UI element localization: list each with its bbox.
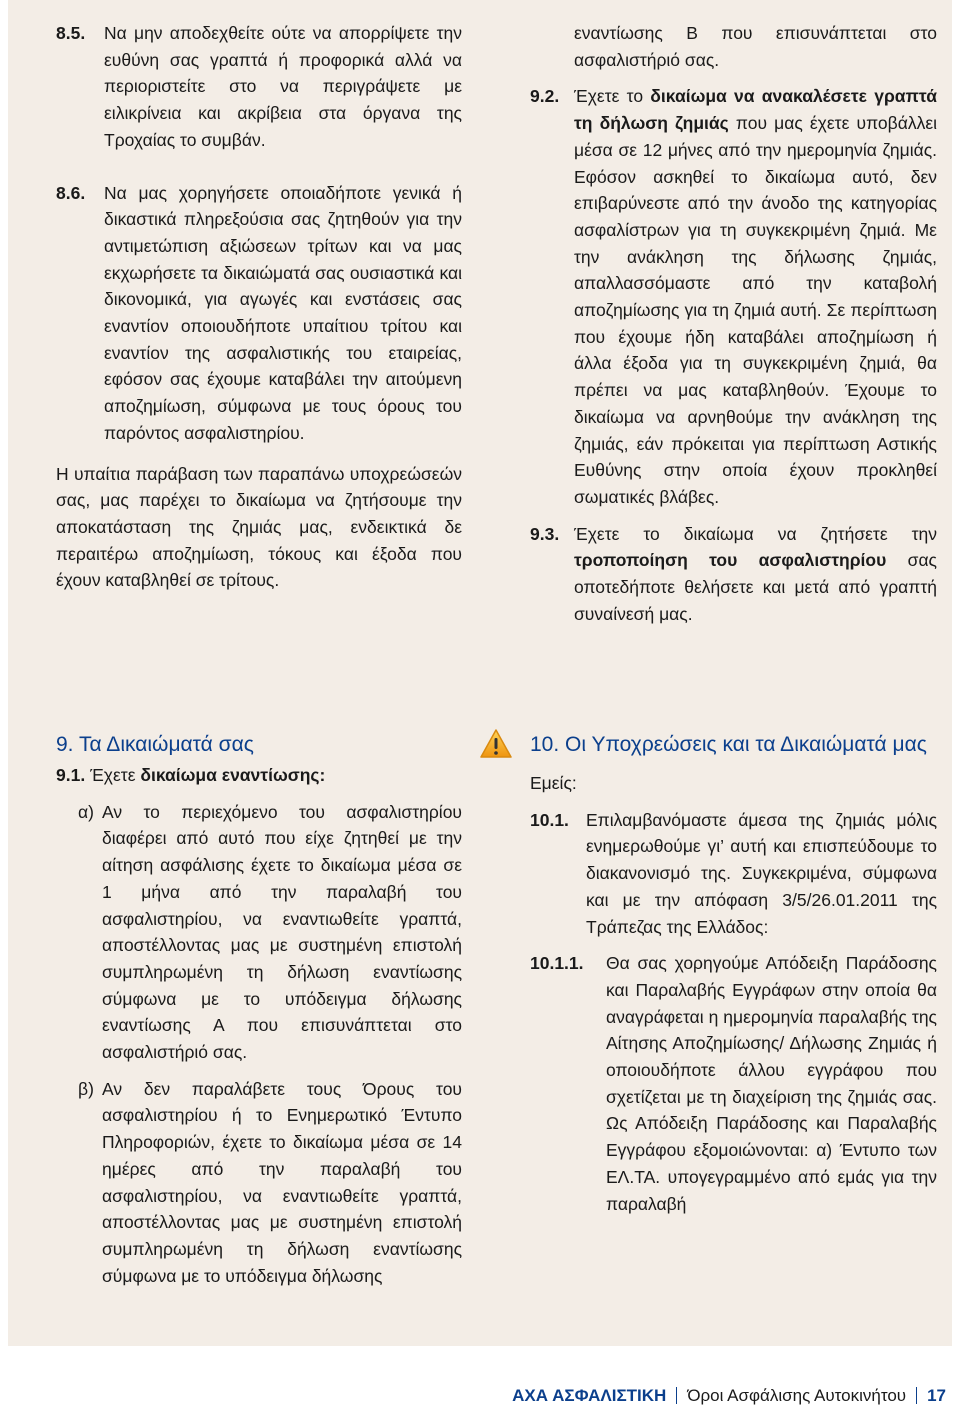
page-footer [512, 1386, 946, 1406]
clause-text: Έχετε το δικαίωμα να ζητήσετε την τροποποίηση του ασφαλιστηρίου σας οποτεδήποτε θελήσετε και μετά από γραπτή συναίνεσή μας. [574, 523, 937, 624]
footer-brand: ΑΧΑ ΑΣΦΑΛΙΣΤΙΚΗ [512, 1386, 667, 1405]
clause-text: Θα σας χορηγούμε Απόδειξη Παράδοσης και Παραλαβής Εγγράφων στην οποία θα αναγράφεται η ημερομηνία παραλαβής της Αίτησης Αποζημίωσης/ Δήλωσης Ζημιάς ή οποιουδήποτε άλλου εγγράφου που σχετίζεται με τη διαχείριση της ζημιάς σας. Ως Απόδειξη Παράδοσης και Παραλαβής Εγγράφου εξομοιώνονται: α) Έντυπο των ΕΛ.ΤΑ. υπογεγραμμένο από εμάς για την παραλαβή [606, 953, 937, 1214]
breach-paragraph: Η υπαίτια παράβαση των παραπάνω υποχρεώσεών σας, μας παρέχει το δικαίωμα να ζητήσουμε την αποκατάσταση της ζημιάς μας, ενδεικτικά δε περαιτέρω αποζημίωση, τόκους και έξοδα που έχουν καταβληθεί σε τρίτους. [56, 463, 462, 591]
item-label: β) [78, 1078, 94, 1099]
section-title: 9. Τα Δικαιώματά σας [56, 733, 254, 756]
clause-9-2 [530, 83, 937, 510]
footer-doc-title: Όροι Ασφάλισης Αυτοκινήτου [687, 1386, 907, 1405]
clause-8-6 [56, 180, 462, 447]
clause-10-1-1 [530, 950, 937, 1217]
item-text: Αν δεν παραλάβετε τους Όρους του ασφαλιστηρίου ή το Ενημερωτικό Έντυπο Πληροφοριών, έχετε το δικαίωμα μέσα σε 14 ημέρες από την παραλαβή του ασφαλιστηρίου, να εναντιωθείτε γραπτά, αποστέλλοντας μας με συστημένη επιστολή συμπληρωμένη τη δήλωση εναντίωσης σύμφωνα με το υπόδειγμα δήλωσης [102, 1078, 462, 1286]
clause-text: Έχετε το δικαίωμα να ανακαλέσετε γραπτά τη δήλωση ζημιάς που μας έχετε υποβάλλει μέσα σε 12 μήνες από την ημερομηνία ζημιάς. Εφόσον ασκηθεί το δικαίωμα αυτό, δεν επιβαρύνεστε από την άνοδο της κατηγορίας ασφαλίστρων για τη συγκεκριμένη ζημιά. Με την ανάκληση της δήλωσης ζημιάς, απαλλασσόμαστε από την καταβολή αποζημίωσης για τη ζημιά αυτή. Σε περίπτωση που έχουμε ήδη καταβάλει αποζημίωση ή άλλα έξοδα για τη συγκεκριμένη ζημιά, θα πρέπει να μας καταβληθούν. Έχουμε το δικαίωμα να αρνηθούμε την ανάκληση της ζημιάς, εάν πρόκειται για περίπτωση Αστικής Ευθύνης στην οποία έχουν προκληθεί σωματικές βλάβες. [574, 86, 938, 507]
item-text: Αν το περιεχόμενο του ασφαλιστηρίου διαφέρει από αυτό που είχε ζητηθεί με την αίτηση ασφάλισης έχετε το δικαίωμα μέσα σε 1 μήνα από την παραλαβή του ασφαλιστηρίου, να εναντιωθείτε γραπτά, αποστέλλοντας μας με συστημένη επιστολή συμπληρωμένη τη δήλωση εναντίωσης σύμφωνα με το υπόδειγμα δήλωσης εναντίωσης Α που επισυνάπτεται στο ασφαλιστήριό σας. [102, 801, 462, 1063]
clause-number: 8.5. [56, 23, 86, 43]
clause-9-3 [530, 521, 937, 628]
item-b [56, 1076, 462, 1290]
clause-8-5 [56, 20, 462, 154]
clause-number: 10.1. [530, 809, 569, 830]
bold-term: δικαίωμα να ανακαλέσετε γραπτά τη δήλωση ζημιάς [574, 86, 938, 134]
page-number: 17 [927, 1386, 946, 1405]
clause-text: Επιλαμβανόμαστε άμεσα της ζημιάς μόλις ενημερωθούμε γι’ αυτή και επισπεύδουμε το διακανονισμό της. Συγκεκριμένα, σύμφωνα και με την απόφαση 3/5/26.01.2011 της Τράπεζας της Ελλάδος: [586, 809, 937, 937]
clause-number: 9.3. [530, 523, 560, 544]
clause-10-1 [530, 807, 937, 941]
clause-number: 9.2. [530, 86, 560, 107]
section-subtitle: Εμείς: [530, 773, 577, 793]
clause-number: 9.1. [56, 765, 86, 785]
clause-text: Να μας χορηγήσετε οποιαδήποτε γενικά ή δικαστικά πληρεξούσια σας ζητηθούν για την αντιμετώπιση αξιώσεων τρίτων και να μας εκχωρήσετε τα δικαιώματά σας ουσιαστικά και δικονομικά, για αγωγές και ενστάσεις σας εναντίον οποιουδήποτε υπαίτιου τρίτου και εναντίον της ασφαλιστικής του εταιρείας, εφόσον σας έχουμε καταβάλει την αιτούμενη αποζημίωση, σύμφωνα με τους όρους του παρόντος ασφαλιστηρίου. [104, 182, 462, 443]
footer-divider [916, 1387, 917, 1404]
item-a [56, 799, 462, 1066]
clause-text: Να μην αποδεχθείτε ούτε να απορρίψετε την ευθύνη σας γραπτά ή προφορικά αλλά να περιοριστείτε στο να περιγράψετε με ειλικρίνεια και ακρίβεια στα όργανα της Τροχαίας το συμβάν. [104, 23, 462, 150]
footer-divider [676, 1387, 677, 1404]
section-9 [56, 730, 462, 1289]
bold-term: τροποποίηση του ασφαλιστηρίου [574, 550, 887, 571]
item-label: α) [78, 801, 94, 822]
right-column-top [530, 20, 937, 627]
section-10 [530, 730, 937, 1217]
clause-number: 10.1.1. [530, 953, 584, 974]
left-column-top [56, 20, 462, 594]
bold-term: δικαίωμα εναντίωσης: [140, 765, 326, 785]
clause-9-1: 9.1. Έχετε δικαίωμα εναντίωσης: [56, 765, 326, 785]
section-title: 10. Οι Υποχρεώσεις και τα Δικαιώματά μας [530, 733, 927, 756]
clause-number: 8.6. [56, 182, 86, 203]
warning-triangle-icon [479, 728, 513, 760]
continued-text: εναντίωσης Β που επισυνάπτεται στο ασφαλιστήριό σας. [574, 23, 937, 70]
